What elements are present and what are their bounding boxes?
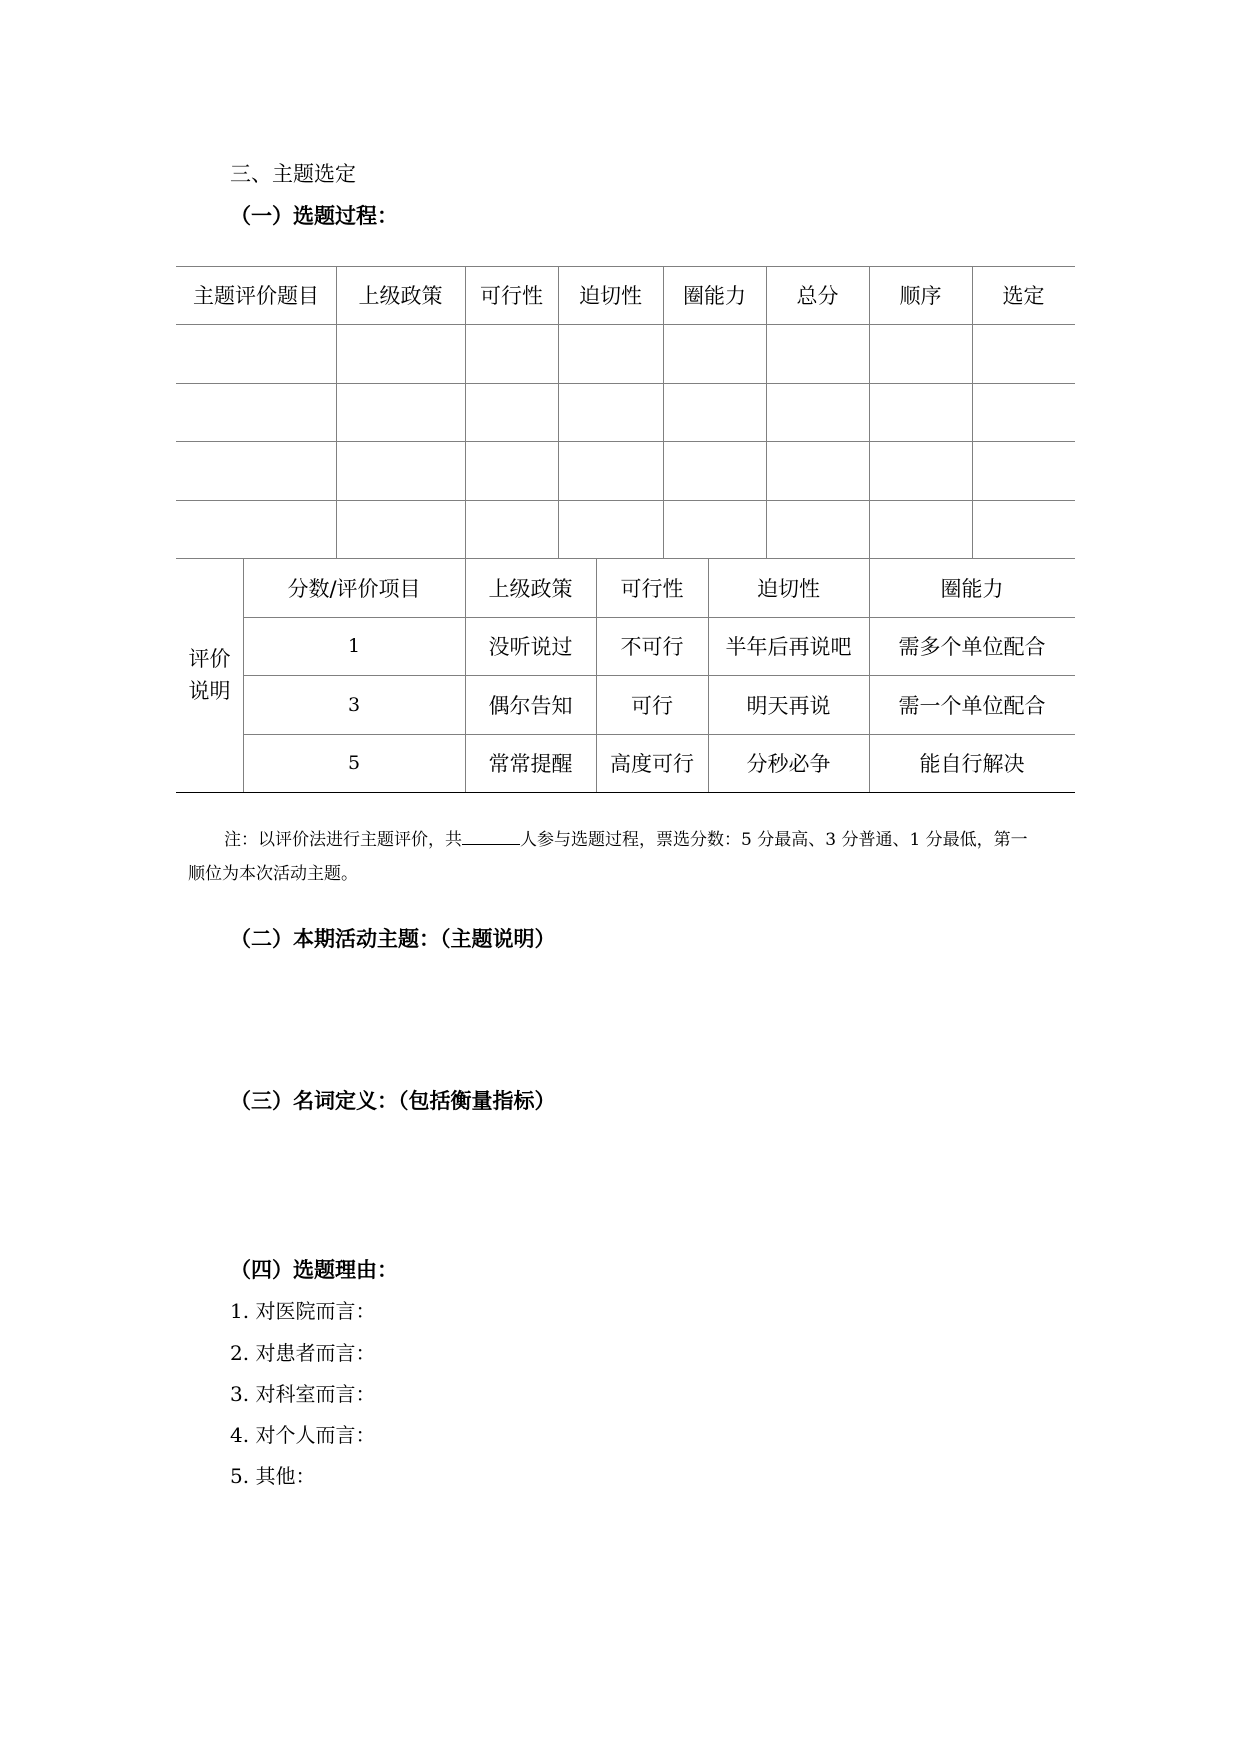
table2-cell: 可行 — [631, 693, 673, 718]
table2-cell: 半年后再说吧 — [725, 635, 852, 659]
table1-header-topic: 主题评价题目 — [193, 284, 319, 308]
table2-cell: 常常提醒 — [488, 752, 573, 776]
table2-cell: 5 — [347, 752, 361, 774]
evaluation-side-label: 评价 说明 — [188, 647, 231, 703]
table2-cell: 1 — [347, 635, 361, 657]
evaluation-note: 注：以评价法进行主题评价，共 人参与选题过程，票选分数：5 分最高、3 分普通、1 分最低，第一 顺位为本次活动主题。 — [188, 823, 1088, 891]
table2-header-policy: 上级政策 — [488, 576, 573, 601]
list-item: 4. 对个人而言： — [230, 1423, 376, 1447]
section-title: 三、主题选定 — [230, 162, 356, 186]
table2-cell: 没听说过 — [488, 635, 573, 659]
table1-header-order: 顺序 — [899, 284, 942, 308]
table1-header-policy: 上级政策 — [358, 284, 443, 308]
list-item: 1. 对医院而言： — [230, 1299, 376, 1323]
participant-count-blank — [462, 826, 520, 845]
table1-header-circle-ability: 圈能力 — [683, 284, 746, 308]
table2-cell: 高度可行 — [610, 752, 694, 776]
table2-cell: 能自行解决 — [919, 752, 1025, 776]
table2-header-circle-ability: 圈能力 — [940, 576, 1004, 601]
table2-cell: 分秒必争 — [746, 752, 831, 776]
list-item: 5. 其他： — [230, 1464, 316, 1488]
table2-cell: 需多个单位配合 — [898, 635, 1046, 659]
table2-header-score: 分数/评价项目 — [287, 576, 421, 601]
table2-cell: 3 — [347, 693, 361, 716]
table2-header-urgency: 迫切性 — [757, 576, 820, 601]
table2-cell: 需一个单位配合 — [898, 693, 1046, 718]
list-item: 3. 对科室而言： — [230, 1382, 376, 1406]
subsection-title-2: （二）本期活动主题：（主题说明） — [230, 926, 556, 951]
table1-header-selected: 选定 — [1002, 284, 1045, 308]
subsection-title-1: （一）选题过程： — [230, 203, 398, 228]
list-item: 2. 对患者而言： — [230, 1341, 376, 1365]
table1-header-feasibility: 可行性 — [480, 284, 543, 308]
subsection-title-4: （四）选题理由： — [230, 1257, 398, 1282]
table2-cell: 明天再说 — [746, 693, 831, 718]
subsection-title-3: （三）名词定义：（包括衡量指标） — [230, 1088, 556, 1113]
table1-header-urgency: 迫切性 — [579, 284, 642, 308]
table2-cell: 偶尔告知 — [488, 693, 573, 718]
table2-header-feasibility: 可行性 — [620, 576, 684, 601]
table1-header-total: 总分 — [796, 284, 839, 308]
table2-cell: 不可行 — [620, 635, 684, 659]
